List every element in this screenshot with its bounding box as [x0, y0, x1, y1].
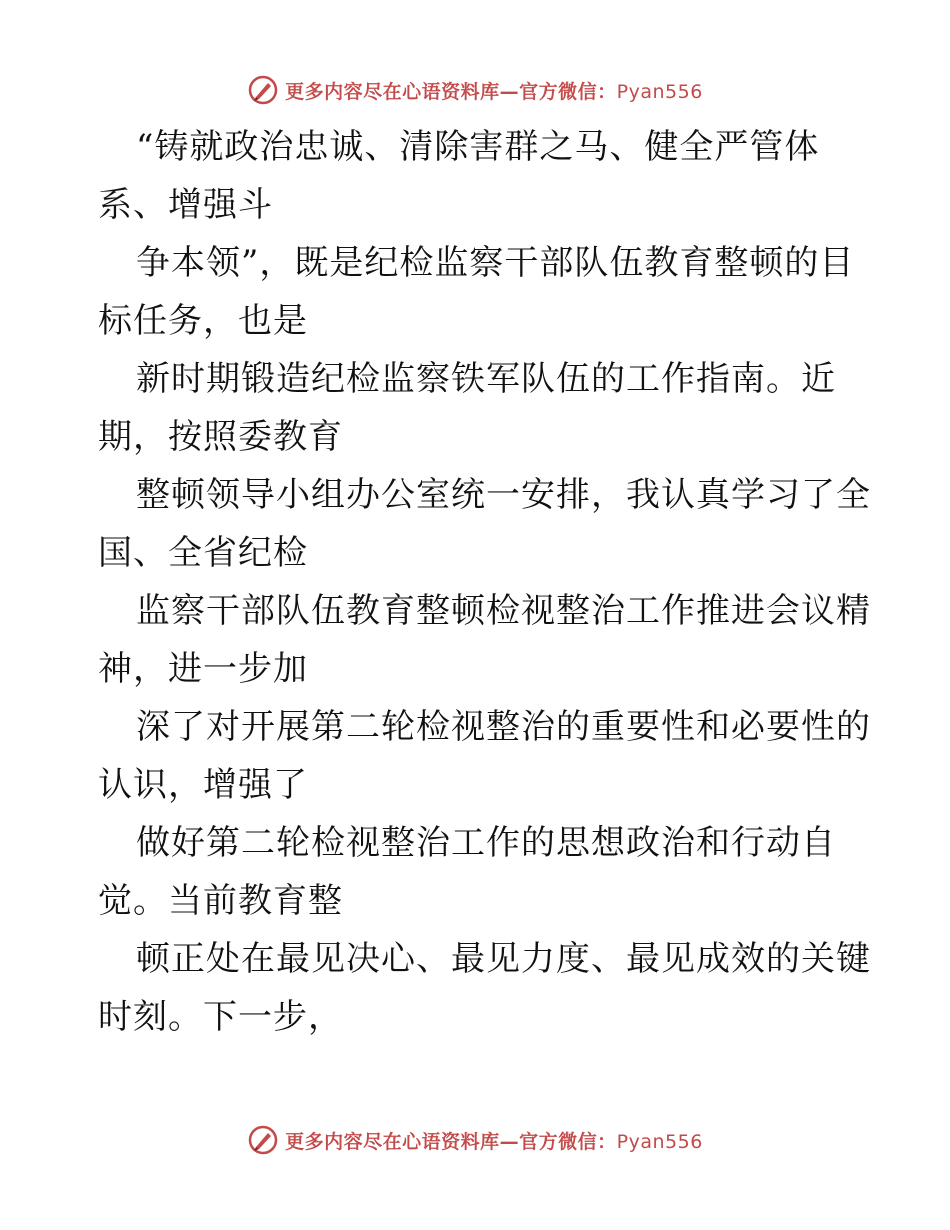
footer-banner-label: 更多内容尽在心语资料库—官方微信： — [285, 1130, 617, 1153]
header-banner-text — [285, 77, 703, 104]
text-line: 标任务，也是 — [98, 301, 308, 341]
text-line: 时刻。下一步， — [98, 997, 343, 1037]
header-watermark-banner — [0, 70, 950, 110]
text-line: “铸就政治忠诚、清除害群之马、健全严管体 — [136, 127, 820, 167]
footer-watermark-banner — [0, 1120, 950, 1160]
text-line: 认识，增强了 — [98, 765, 308, 805]
text-line: 系、增强斗 — [98, 185, 273, 225]
text-line: 深了对开展第二轮检视整治的重要性和必要性的 — [136, 707, 871, 747]
text-line: 争本领”，既是纪检监察干部队伍教育整顿的目 — [136, 243, 855, 283]
text-line: 整顿领导小组办公室统一安排，我认真学习了全 — [136, 475, 871, 515]
footer-banner-wechat-id: Pyan556 — [616, 1130, 703, 1153]
text-line: 神，进一步加 — [98, 649, 308, 689]
pen-logo-icon — [247, 1124, 279, 1156]
text-line: 新时期锻造纪检监察铁军队伍的工作指南。近 — [136, 359, 836, 399]
text-line: 觉。当前教育整 — [98, 881, 343, 921]
text-line: 监察干部队伍教育整顿检视整治工作推进会议精 — [136, 591, 871, 631]
header-banner-label: 更多内容尽在心语资料库—官方微信： — [285, 80, 617, 103]
document-body — [98, 118, 871, 1046]
footer-banner-text — [285, 1127, 703, 1154]
text-line: 顿正处在最见决心、最见力度、最见成效的关键 — [136, 939, 871, 979]
pen-logo-icon — [247, 74, 279, 106]
text-line: 国、全省纪检 — [98, 533, 308, 573]
text-line: 做好第二轮检视整治工作的思想政治和行动自 — [136, 823, 836, 863]
text-line: 期，按照委教育 — [98, 417, 343, 457]
header-banner-wechat-id: Pyan556 — [616, 80, 703, 103]
